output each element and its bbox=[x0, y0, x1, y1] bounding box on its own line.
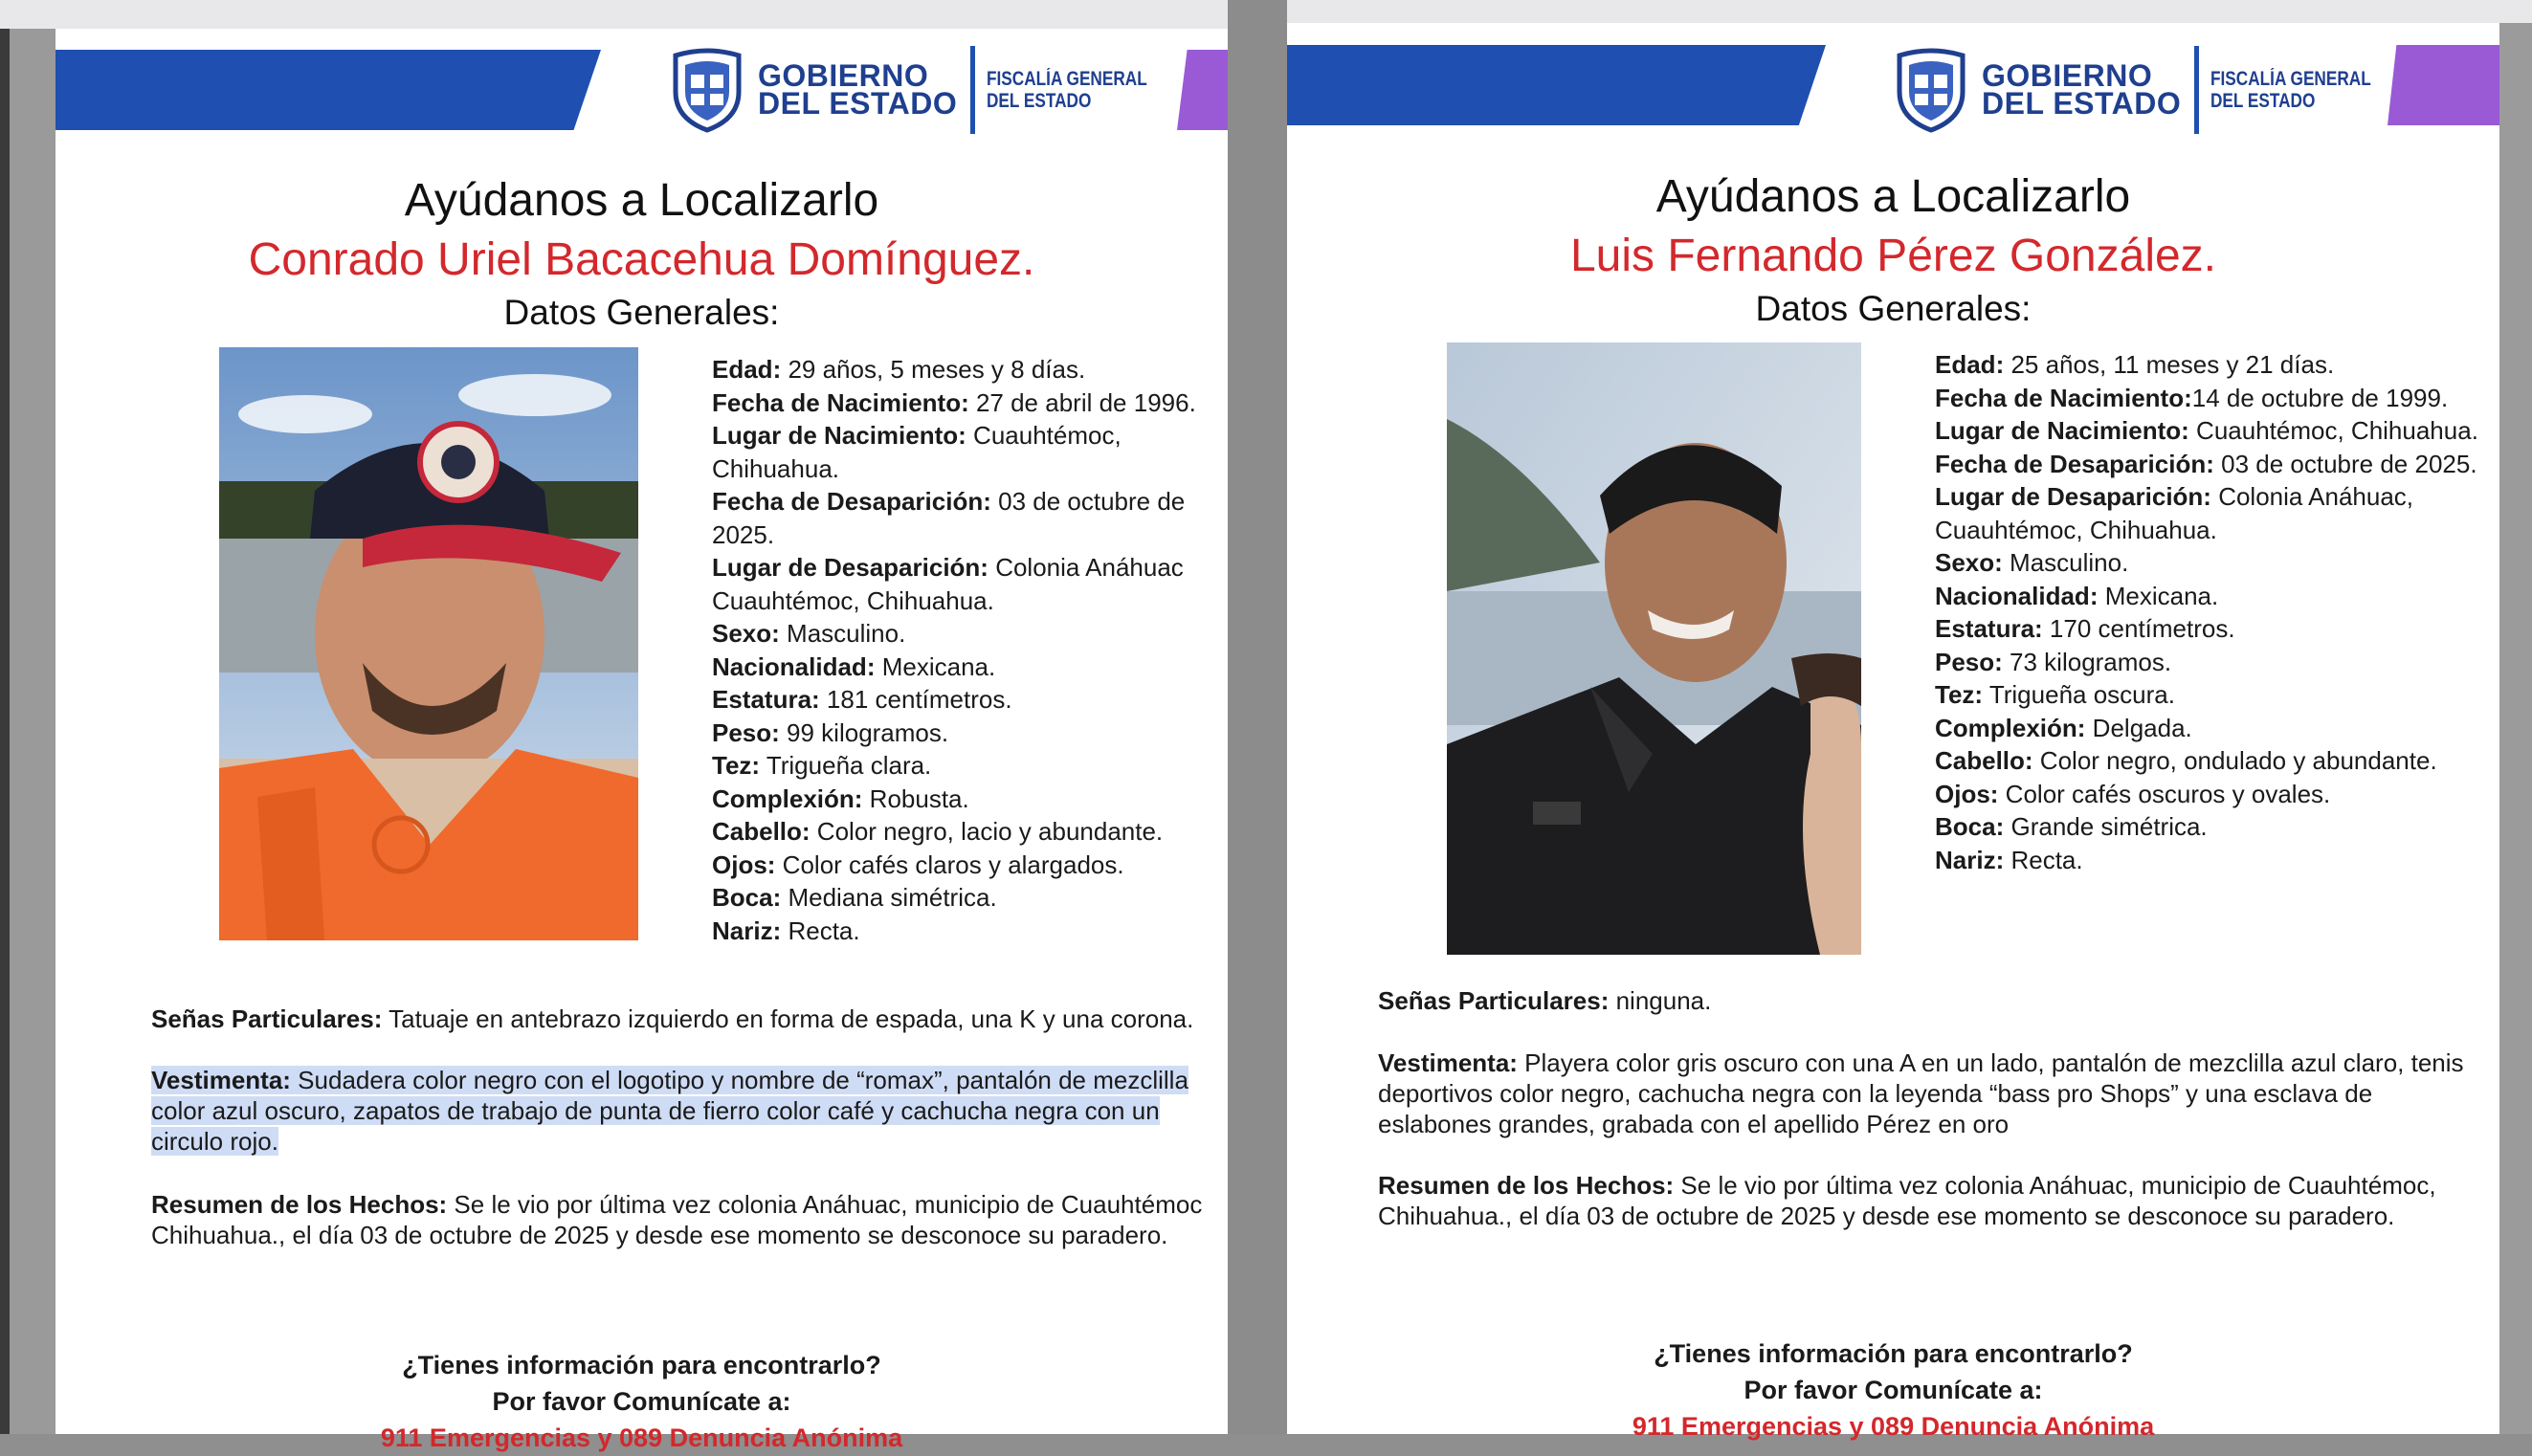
fiscalia-line2: DEL ESTADO bbox=[987, 90, 1092, 112]
field-ojos: Ojos: Color cafés claros y alargados. bbox=[712, 849, 1124, 879]
person-data-list bbox=[712, 353, 1229, 947]
person-photo bbox=[1447, 342, 1861, 955]
footer-question: ¿Tienes información para encontrarlo? bbox=[402, 1351, 881, 1379]
fiscalia-line1: FISCALÍA GENERAL bbox=[2210, 67, 2372, 90]
senas-particulares: Señas Particulares: Tatuaje en antebrazo izquierdo en forma de espada, una K y una corona. bbox=[151, 1004, 1194, 1033]
field-ojos: Ojos: Color cafés oscuros y ovales. bbox=[1935, 779, 2331, 808]
field-lugar-desaparicion: Lugar de Desaparición: Colonia Anáhuac, Cuauhtémoc, Chihuahua. bbox=[1935, 482, 2414, 544]
contact-footer bbox=[1287, 1335, 2499, 1445]
senas-particulares: Señas Particulares: ninguna. bbox=[1378, 986, 1712, 1015]
field-sexo: Sexo: Masculino. bbox=[1935, 548, 2129, 577]
person-data-list bbox=[1935, 348, 2490, 876]
field-lugar-nacimiento: Lugar de Nacimiento: Cuauhtémoc, Chihuahua. bbox=[1935, 416, 2478, 445]
field-nacionalidad: Nacionalidad: Mexicana. bbox=[1935, 581, 2219, 610]
viewer-margin bbox=[10, 29, 56, 1434]
person-name: Conrado Uriel Bacacehua Domínguez. bbox=[248, 234, 1035, 285]
field-boca: Boca: Grande simétrica. bbox=[1935, 812, 2208, 841]
person-name: Luis Fernando Pérez González. bbox=[1569, 231, 2217, 281]
field-boca: Boca: Mediana simétrica. bbox=[712, 883, 997, 912]
field-tez: Tez: Trigueña clara. bbox=[712, 751, 932, 780]
field-lugar-desaparicion: Lugar de Desaparición: Colonia Anáhuac Cuauhtémoc, Chihuahua. bbox=[712, 553, 1184, 615]
footer-please: Por favor Comunícate a: bbox=[492, 1387, 791, 1416]
field-fecha-nacimiento: Fecha de Nacimiento:14 de octubre de 1999. bbox=[1935, 383, 2449, 412]
field-nacionalidad: Nacionalidad: Mexicana. bbox=[712, 651, 996, 681]
logo-separator bbox=[2194, 46, 2199, 134]
fiscalia-line1: FISCALÍA GENERAL bbox=[987, 67, 1148, 90]
gobierno-wordmark bbox=[758, 57, 958, 121]
viewer-edge bbox=[0, 29, 10, 1434]
fiscalia-wordmark bbox=[987, 68, 1147, 112]
poster-title: Ayúdanos a Localizarlo bbox=[404, 175, 879, 226]
logo-separator bbox=[970, 46, 975, 134]
person-photo bbox=[219, 347, 638, 940]
gobierno-line1: GOBIERNO bbox=[1982, 57, 2153, 93]
gobierno-line2: DEL ESTADO bbox=[1982, 86, 2182, 121]
field-edad: Edad: 25 años, 11 meses y 21 días. bbox=[1935, 350, 2335, 379]
viewer-background bbox=[1234, 0, 2532, 23]
field-sexo: Sexo: Masculino. bbox=[712, 619, 906, 648]
field-estatura: Estatura: 181 centímetros. bbox=[712, 685, 1012, 714]
footer-please: Por favor Comunícate a: bbox=[1744, 1376, 2043, 1404]
page-divider bbox=[1228, 0, 1287, 1434]
header-blue-band bbox=[56, 50, 601, 130]
field-estatura: Estatura: 170 centímetros. bbox=[1935, 614, 2235, 643]
vestimenta: Vestimenta: Sudadera color negro con el logotipo y nombre de “romax”, pantalón de mezclilla color azul oscuro, zapatos de trabajo de punta de fierro color café y cachucha negra con un circulo rojo. bbox=[151, 1066, 1188, 1156]
field-nariz: Nariz: Recta. bbox=[1935, 845, 2083, 874]
field-edad: Edad: 29 años, 5 meses y 8 días. bbox=[712, 355, 1086, 384]
gobierno-wordmark bbox=[1982, 57, 2182, 121]
field-peso: Peso: 99 kilogramos. bbox=[712, 717, 949, 747]
vestimenta: Vestimenta: Playera color gris oscuro con una A en un lado, pantalón de mezclilla azul claro, tenis deportivos color negro, cachucha negra con la leyenda “bass pro Shops” y una esclava de eslabones grandes, grabada con el apellido Pérez en oro bbox=[1378, 1048, 2464, 1138]
field-fecha-desaparicion: Fecha de Desaparición: 03 de octubre de 2025. bbox=[712, 487, 1186, 549]
field-fecha-nacimiento: Fecha de Nacimiento: 27 de abril de 1996. bbox=[712, 387, 1196, 417]
section-subtitle: Datos Generales: bbox=[503, 293, 780, 332]
resumen-hechos: Resumen de los Hechos: Se le vio por última vez colonia Anáhuac, municipio de Cuauhtémoc Chihuahua., el día 03 de octubre de 2025 y desde ese momento se desconoce su paradero. bbox=[151, 1190, 1203, 1249]
field-cabello: Cabello: Color negro, lacio y abundante. bbox=[712, 817, 1164, 846]
field-fecha-desaparicion: Fecha de Desaparición: 03 de octubre de 2025. bbox=[1935, 449, 2477, 478]
state-shield-icon bbox=[1894, 48, 1968, 132]
contact-footer bbox=[56, 1347, 1228, 1456]
government-logo bbox=[670, 46, 1183, 134]
field-lugar-nacimiento: Lugar de Nacimiento: Cuauhtémoc, Chihuahua. bbox=[712, 421, 1122, 483]
section-subtitle: Datos Generales: bbox=[1755, 289, 2032, 328]
gobierno-line1: GOBIERNO bbox=[758, 57, 929, 93]
resumen-hechos: Resumen de los Hechos: Se le vio por última vez colonia Anáhuac, municipio de Cuauhtémoc, Chihuahua., el día 03 de octubre de 2025 y desde ese momento se desconoce su paradero. bbox=[1378, 1171, 2436, 1230]
viewer-margin bbox=[2499, 23, 2532, 1434]
poster-title: Ayúdanos a Localizarlo bbox=[1655, 171, 2131, 222]
field-tez: Tez: Trigueña oscura. bbox=[1935, 680, 2175, 709]
government-logo bbox=[1894, 46, 2407, 134]
state-shield-icon bbox=[670, 48, 744, 132]
gobierno-line2: DEL ESTADO bbox=[758, 86, 958, 121]
field-complexion: Complexión: Robusta. bbox=[712, 783, 969, 813]
footer-question: ¿Tienes información para encontrarlo? bbox=[1654, 1339, 2133, 1368]
footer-phones: 911 Emergencias y 089 Denuncia Anónima bbox=[1632, 1412, 2155, 1441]
field-complexion: Complexión: Delgada. bbox=[1935, 713, 2192, 742]
viewer-background bbox=[0, 0, 1234, 29]
fiscalia-wordmark bbox=[2210, 68, 2371, 112]
missing-person-poster-1 bbox=[56, 29, 1228, 1452]
header-purple-band bbox=[1177, 50, 1228, 130]
footer-phones: 911 Emergencias y 089 Denuncia Anónima bbox=[380, 1423, 903, 1452]
fiscalia-line2: DEL ESTADO bbox=[2210, 90, 2316, 112]
field-peso: Peso: 73 kilogramos. bbox=[1935, 647, 2172, 676]
field-cabello: Cabello: Color negro, ondulado y abundante. bbox=[1935, 746, 2437, 775]
missing-person-poster-2 bbox=[1287, 23, 2499, 1441]
field-nariz: Nariz: Recta. bbox=[712, 916, 860, 945]
header-blue-band bbox=[1287, 45, 1826, 125]
